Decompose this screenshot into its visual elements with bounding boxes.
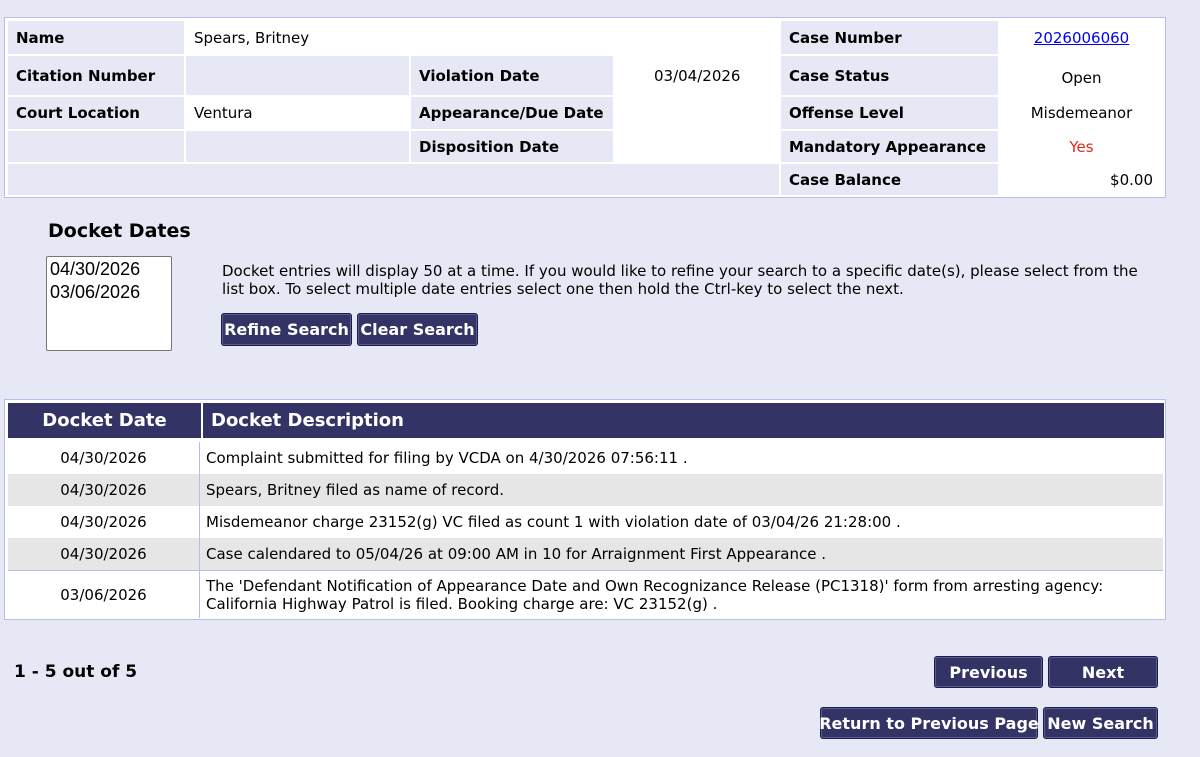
appearance-due-date-value xyxy=(615,97,779,129)
table-row xyxy=(8,442,1163,474)
new-search-button[interactable]: New Search xyxy=(1043,707,1158,739)
docket-table xyxy=(4,399,1166,620)
clear-search-button[interactable]: Clear Search xyxy=(357,313,478,346)
docket-date-option[interactable]: 04/30/2026 xyxy=(50,259,141,279)
docket-date-header: Docket Date xyxy=(8,403,201,438)
next-button[interactable]: Next xyxy=(1048,656,1158,688)
citation-number-label: Citation Number xyxy=(8,56,184,95)
name-label: Name xyxy=(8,21,184,54)
table-row xyxy=(8,506,1163,538)
court-location-label: Court Location xyxy=(8,97,184,129)
docket-date-cell: 03/06/2026 xyxy=(8,571,200,618)
return-to-previous-page-button[interactable]: Return to Previous Page xyxy=(820,707,1038,739)
citation-number-value xyxy=(186,56,409,95)
case-summary-table xyxy=(4,17,1166,198)
docket-date-cell: 04/30/2026 xyxy=(8,474,200,506)
previous-button[interactable]: Previous xyxy=(934,656,1043,688)
docket-date-cell: 04/30/2026 xyxy=(8,442,200,474)
docket-description-header: Docket Description xyxy=(203,403,1164,438)
results-count: 1 - 5 out of 5 xyxy=(14,662,138,682)
docket-description-cell: Complaint submitted for filing by VCDA on 4/30/2026 07:56:11 . xyxy=(206,449,688,467)
case-status-value: Open xyxy=(1000,60,1163,95)
docket-date-cell: 04/30/2026 xyxy=(8,506,200,538)
docket-description-cell: Misdemeanor charge 23152(g) VC filed as count 1 with violation date of 03/04/26 21:28:00 . xyxy=(206,513,901,531)
appearance-due-date-label: Appearance/Due Date xyxy=(411,97,613,129)
case-number-label: Case Number xyxy=(781,21,998,54)
case-status-label: Case Status xyxy=(781,56,998,95)
docket-date-cell: 04/30/2026 xyxy=(8,538,200,570)
offense-level-label: Offense Level xyxy=(781,97,998,129)
docket-description-cell: The 'Defendant Notification of Appearance Date and Own Recognizance Release (PC1318)' form from arresting agency: California Highway Patrol is filed. Booking charge are: VC 23152(g) . xyxy=(206,576,1104,613)
case-number-link[interactable]: 2026006060 xyxy=(1033,28,1130,47)
table-row xyxy=(8,570,1163,618)
mandatory-appearance-value: Yes xyxy=(1000,131,1163,162)
docket-date-option[interactable]: 03/06/2026 xyxy=(50,282,141,302)
disposition-date-value xyxy=(615,131,779,162)
court-location-value: Ventura xyxy=(186,97,409,129)
docket-help-text: Docket entries will display 50 at a time. If you would like to refine your search to a specific date(s), please select from the list box. To select multiple date entries select one then hold the Ctrl-key to select the next. xyxy=(222,262,1138,298)
mandatory-appearance-label: Mandatory Appearance xyxy=(781,131,998,162)
violation-date-value: 03/04/2026 xyxy=(615,56,779,95)
case-balance-label: Case Balance xyxy=(781,164,998,195)
docket-description-cell: Spears, Britney filed as name of record. xyxy=(206,481,504,499)
refine-search-button[interactable]: Refine Search xyxy=(221,313,352,346)
case-balance-value: $0.00 xyxy=(1000,164,1163,195)
table-row xyxy=(8,474,1163,506)
violation-date-label: Violation Date xyxy=(411,56,613,95)
docket-description-cell: Case calendared to 05/04/26 at 09:00 AM in 10 for Arraignment First Appearance . xyxy=(206,545,827,563)
empty-cell xyxy=(8,164,779,195)
empty-cell xyxy=(8,131,184,162)
offense-level-value: Misdemeanor xyxy=(1000,97,1163,129)
empty-cell xyxy=(186,131,409,162)
docket-dates-title: Docket Dates xyxy=(48,220,191,242)
docket-dates-listbox[interactable] xyxy=(46,256,172,351)
table-row xyxy=(8,538,1163,570)
disposition-date-label: Disposition Date xyxy=(411,131,613,162)
name-value: Spears, Britney xyxy=(186,21,779,54)
